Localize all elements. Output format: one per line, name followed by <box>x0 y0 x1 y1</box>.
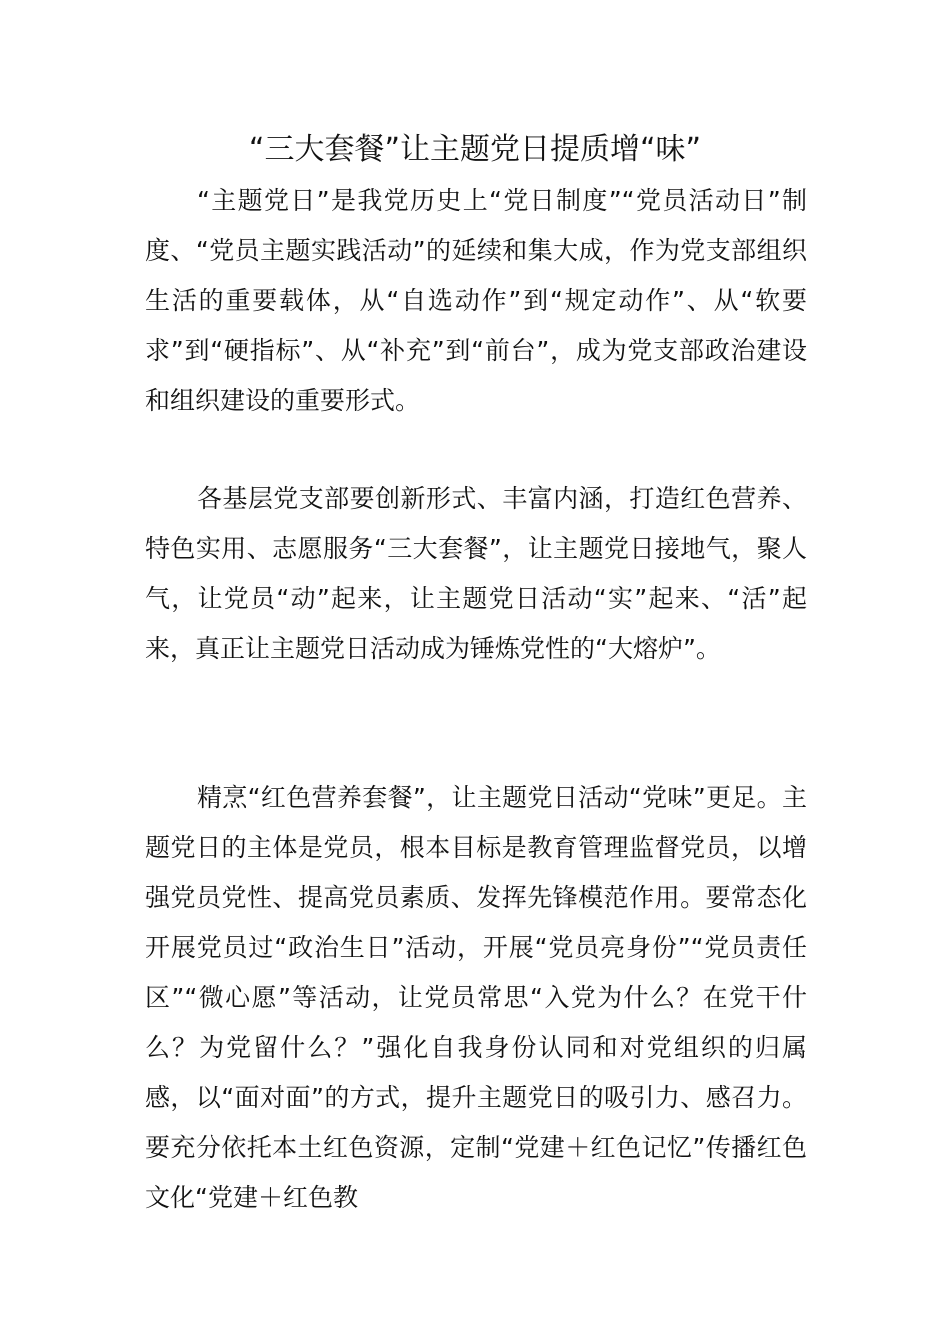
paragraph-three-packages: 各基层党支部要创新形式、丰富内涵，打造红色营养、特色实用、志愿服务“三大套餐”，让主题党日接地气，聚人气，让党员“动”起来，让主题党日活动“实”起来、“活”起来，真正让主题党日活动成为锤炼党性的“大熔炉”。 <box>145 484 807 663</box>
document-title: “三大套餐”让主题党日提质增“味” <box>248 132 702 167</box>
paragraph-theme-party-day-history: “主题党日”是我党历史上“党日制度”“党员活动日”制度、“党员主题实践活动”的延续和集大成，作为党支部组织生活的重要载体，从“自选动作”到“规定动作”、从“软要求”到“硬指标”、从“补充”到“前台”，成为党支部政治建设和组织建设的重要形式。 <box>145 186 807 415</box>
paragraph-red-nutrition-package: 精烹“红色营养套餐”，让主题党日活动“党味”更足。主题党日的主体是党员，根本目标是教育管理监督党员，以增强党员党性、提高党员素质、发挥先锋模范作用。要常态化开展党员过“政治生日”活动，开展“党员亮身份”“党员责任区”“微心愿”等活动，让党员常思“入党为什么？在党干什么？为党留什么？”强化自我身份认同和对党组织的归属感，以“面对面”的方式，提升主题党日的吸引力、感召力。要充分依托本土红色资源，定制“党建＋红色记忆”传播红色文化“党建＋红色教 <box>145 783 807 1212</box>
